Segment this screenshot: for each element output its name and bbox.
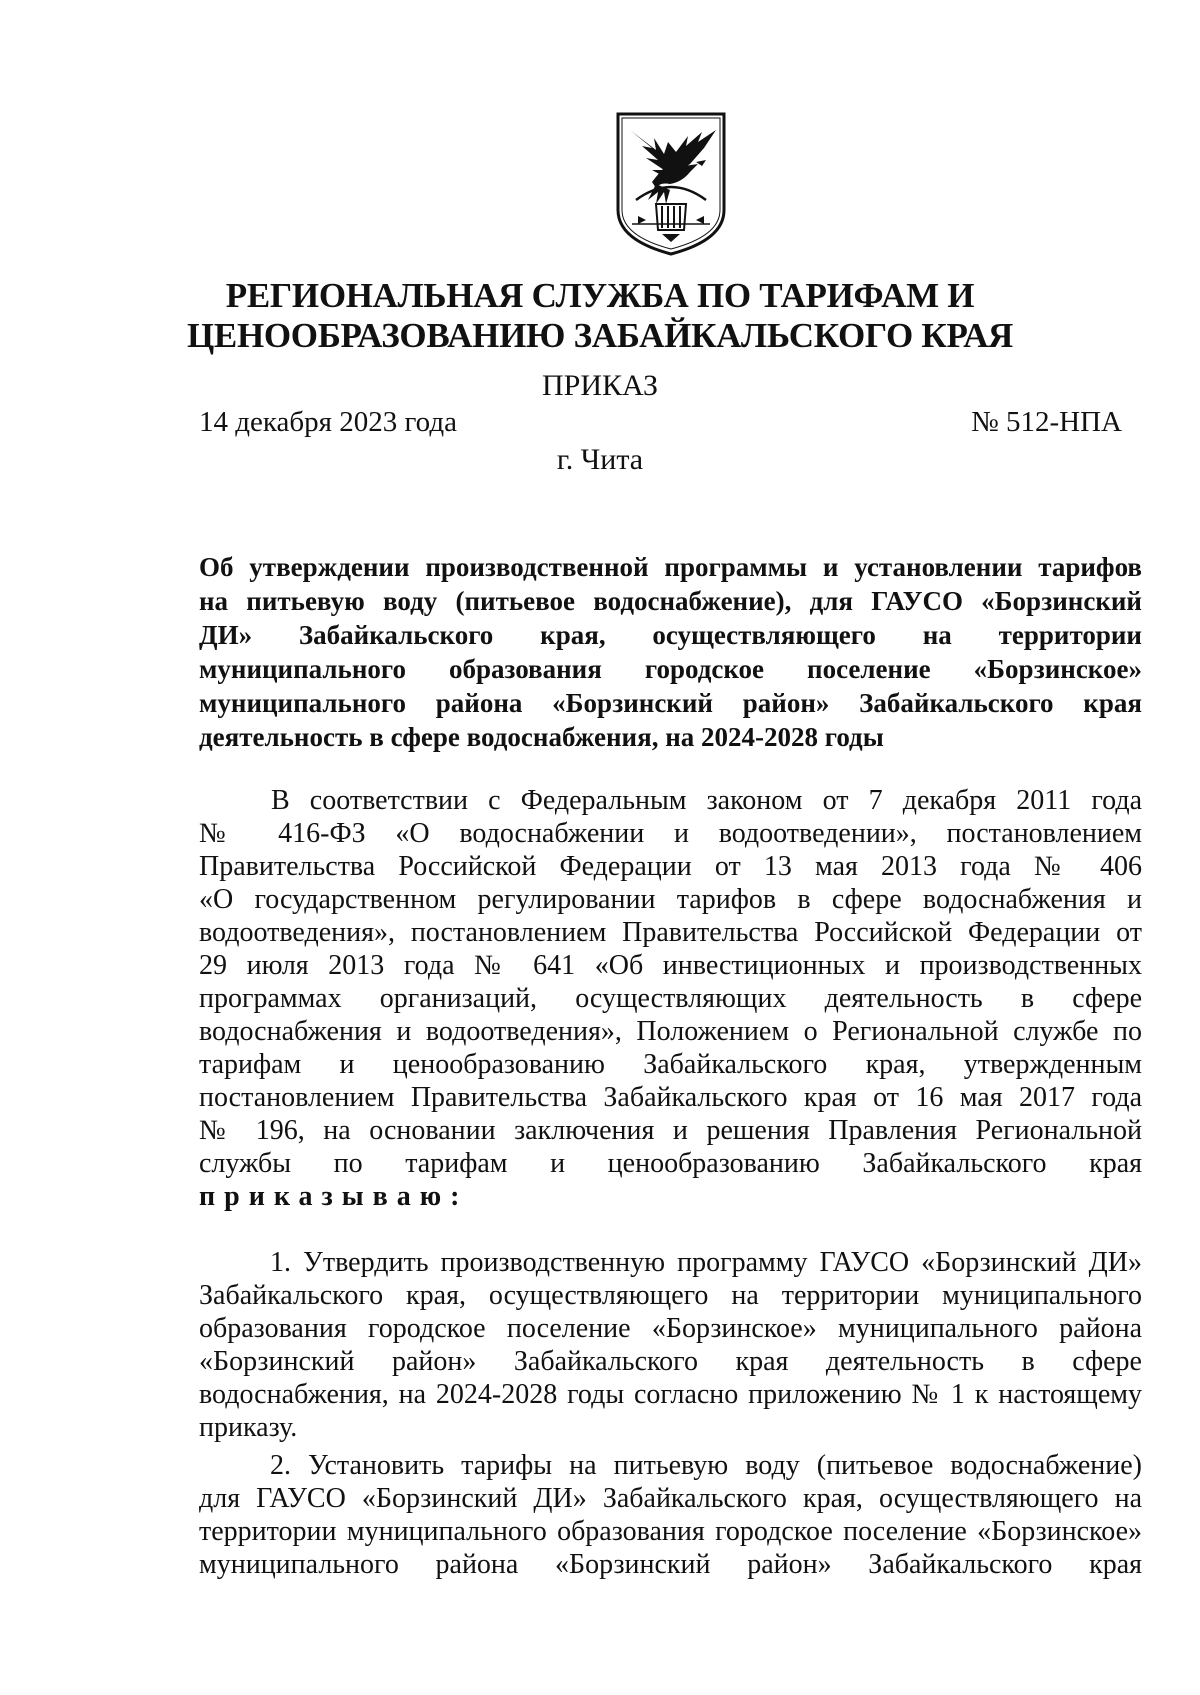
item-1-line: водоснабжения, на 2024-2028 годы согласно приложению № 1 к настоящему [199,1379,1142,1410]
item-1-line: приказу. [199,1412,298,1443]
title-line: ДИ» Забайкальского края, осуществляющего на территории [199,620,1142,650]
preamble-line: 29 июля 2013 года № 641 «Об инвестиционных и производственных [199,950,1142,981]
order-directive-word: приказываю: [199,1181,469,1212]
preamble-line: службы по тарифам и ценообразованию Забайкальского края [199,1148,1142,1179]
title-line: на питьевую воду (питьевое водоснабжение), для ГАУСО «Борзинский [199,586,1142,616]
coat-of-arms-emblem [612,108,730,258]
document-number: № 512-НПА [971,406,1122,438]
item-2-line: муниципального района «Борзинский район» Забайкальского края [199,1549,1142,1580]
preamble-line: постановлением Правительства Забайкальского края от 16 мая 2017 года [199,1082,1142,1113]
preamble-line: «О государственном регулировании тарифов в сфере водоснабжения и [199,884,1142,915]
title-line: Об утверждении производственной программы и установлении тарифов [199,552,1142,582]
preamble-line: программах организаций, осуществляющих деятельность в сфере [199,983,1142,1014]
title-line: деятельность в сфере водоснабжения, на 2024-2028 годы [199,722,884,752]
preamble-line: тарифам и ценообразованию Забайкальского края, утвержденным [199,1049,1142,1080]
item-1-line: 1. Утвердить производственную программу ГАУСО «Борзинский ДИ» [270,1247,1142,1278]
item-2-line: территории муниципального образования городское поселение «Борзинское» [199,1516,1142,1547]
organization-name-line-1: РЕГИОНАЛЬНАЯ СЛУЖБА ПО ТАРИФАМ И [225,276,975,315]
preamble-line: Правительства Российской Федерации от 13 мая 2013 года № 406 [199,851,1142,882]
item-2-line: для ГАУСО «Борзинский ДИ» Забайкальского края, осуществляющего на [199,1483,1142,1514]
title-line: муниципального образования городское поселение «Борзинское» [199,654,1142,684]
title-line: муниципального района «Борзинский район» Забайкальского края [199,688,1142,718]
item-2-line: 2. Установить тарифы на питьевую воду (питьевое водоснабжение) [270,1450,1142,1481]
document-date: 14 декабря 2023 года [199,406,457,438]
document-city: г. Чита [556,443,644,476]
organization-name-line-2: ЦЕНООБРАЗОВАНИЮ ЗАБАЙКАЛЬСКОГО КРАЯ [186,316,1014,355]
preamble-line: водоснабжения и водоотведения», Положением о Региональной службе по [199,1016,1142,1047]
preamble-line: водоотведения», постановлением Правительства Российской Федерации от [199,917,1142,948]
item-1-line: «Борзинский район» Забайкальского края деятельность в сфере [199,1346,1142,1377]
item-1-line: Забайкальского края, осуществляющего на территории муниципального [199,1280,1142,1311]
item-1-line: образования городское поселение «Борзинское» муниципального района [199,1313,1142,1344]
preamble-line: В соответствии с Федеральным законом от 7 декабря 2011 года [271,785,1142,816]
preamble-line: № 196, на основании заключения и решения Правления Региональной [199,1115,1142,1146]
preamble-line: № 416-ФЗ «О водоснабжении и водоотведении», постановлением [199,818,1142,849]
document-type: ПРИКАЗ [542,369,658,402]
